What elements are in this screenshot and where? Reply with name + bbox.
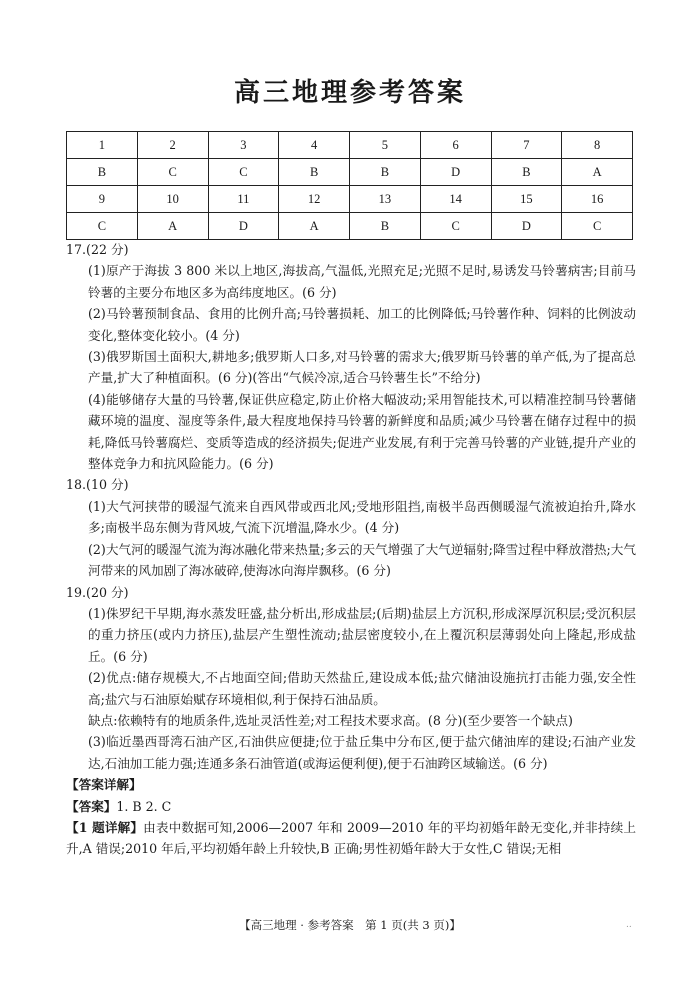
table-cell: 16: [562, 186, 633, 213]
table-cell: A: [137, 213, 208, 240]
q19-part3: (3)临近墨西哥湾石油产区,石油供应便捷;位于盐丘集中分布区,便于盐穴储油库的建设;石油产业发达,石油加工能力强;连通多条石油管道(或海运便利便),便于石油跨区域输送。(6 分): [88, 734, 636, 771]
answer-table: [66, 131, 633, 240]
q19-part2: (2)优点:储存规模大,不占地面空间;借助天然盐丘,建设成本低;盐穴储油设施抗打击能力强,安全性高;盐穴与石油原始赋存环境相似,利于保持石油品质。: [88, 670, 636, 707]
q1-detail-text: 由表中数据可知,2006—2007 年和 2009—2010 年的平均初婚年龄无变化,并非持续上升,A 错误;2010 年后,平均初婚年龄上升较快,B 正确;男性初婚年龄大于女性,C 错误;无相: [66, 819, 636, 857]
q17-heading: 17.(22 分): [66, 242, 129, 257]
q17-part1: (1)原产于海拔 3 800 米以上地区,海拔高,气温低,光照充足;光照不足时,易诱发马铃薯病害;目前马铃薯的主要分布地区多为高纬度地区。(6 分): [88, 263, 636, 300]
table-cell: D: [491, 213, 562, 240]
table-cell: 10: [137, 186, 208, 213]
table-cell: 6: [420, 132, 491, 159]
table-cell: C: [420, 213, 491, 240]
table-cell: C: [137, 159, 208, 186]
table-cell: C: [208, 159, 279, 186]
table-cell: C: [67, 213, 138, 240]
table-cell: 12: [279, 186, 350, 213]
table-cell: 3: [208, 132, 279, 159]
table-cell: 13: [350, 186, 421, 213]
table-cell: 1: [67, 132, 138, 159]
table-cell: 8: [562, 132, 633, 159]
detail-q1: [66, 817, 636, 860]
q18-part1: (1)大气河挟带的暖湿气流来自西风带或西北风;受地形阻挡,南极半岛西侧暖湿气流被迫抬升,降水多;南极半岛东侧为背风坡,气流下沉增温,降水少。(4 分): [88, 498, 636, 536]
table-cell: 2: [137, 132, 208, 159]
q18-heading: 18.(10 分): [66, 477, 129, 493]
table-cell: B: [279, 159, 350, 186]
table-cell: 11: [208, 186, 279, 213]
table-cell: D: [208, 213, 279, 240]
table-cell: 9: [67, 186, 138, 213]
table-cell: 15: [491, 186, 562, 213]
detail-header: 【答案详解】: [66, 777, 142, 793]
table-row: [67, 186, 633, 213]
answer-label: 【答案】: [66, 798, 117, 814]
table-cell: B: [350, 159, 421, 186]
table-cell: B: [67, 159, 138, 186]
footer-mark: ..: [626, 920, 632, 930]
table-cell: 14: [420, 186, 491, 213]
q18-part2: (2)大气河的暖湿气流为海冰融化带来热量;多云的天气增强了大气逆辐射;降雪过程中释放潜热;大气河带来的风加剧了海冰破碎,使海冰向海岸飘移。(6 分): [88, 541, 636, 579]
table-row: [67, 213, 633, 240]
detail-answer: [66, 796, 636, 817]
table-row: [67, 132, 633, 159]
table-cell: 7: [491, 132, 562, 159]
table-cell: B: [350, 213, 421, 240]
q19-part2-drawbacks: 缺点:依赖特有的地质条件,选址灵活性差;对工程技术要求高。(8 分)(至少要答一个缺点): [88, 712, 573, 728]
table-cell: 5: [350, 132, 421, 159]
table-row: [67, 159, 633, 186]
table-cell: D: [420, 159, 491, 186]
table-cell: 4: [279, 132, 350, 159]
page-footer: 【高三地理 · 参考答案 第 1 页(共 3 页)】: [239, 918, 461, 932]
answer-text: 1. B 2. C: [116, 798, 172, 814]
q17-part4: (4)能够储存大量的马铃薯,保证供应稳定,防止价格大幅波动;采用智能技术,可以精准控制马铃薯储藏环境的温度、湿度等条件,最大程度地保持马铃薯的新鲜度和品质;减少马铃薯在储存过程中的损耗,降低马铃薯腐烂、变质等造成的经济损失;促进产业发展,有利于完善马铃薯的产业链,提升产业的整体竞争力和抗风险能力。(6 分): [88, 391, 636, 472]
q19-part1: (1)侏罗纪干早期,海水蒸发旺盛,盐分析出,形成盐层;(后期)盐层上方沉积,形成深厚沉积层;受沉积层的重力挤压(或内力挤压),盐层产生塑性流动;盐层密度较小,在上覆沉积层薄弱处向上隆起,形成盐丘。(6 分): [88, 605, 636, 664]
table-cell: A: [562, 159, 633, 186]
q17-part2: (2)马铃薯预制食品、食用的比例升高;马铃薯损耗、加工的比例降低;马铃薯作种、饲料的比例波动变化,整体变化较小。(4 分): [88, 306, 636, 343]
table-cell: B: [491, 159, 562, 186]
q17-part3: (3)俄罗斯国土面积大,耕地多;俄罗斯人口多,对马铃薯的需求大;俄罗斯马铃薯的单产低,为了提高总产量,扩大了种植面积。(6 分)(答出“气候冷凉,适合马铃薯生长”不给分): [88, 349, 636, 386]
table-cell: A: [279, 213, 350, 240]
page-title: 高三地理参考答案: [233, 78, 466, 108]
answer-body-text: [66, 239, 636, 860]
q1-detail-label: 【1 题详解】: [66, 819, 144, 835]
table-cell: C: [562, 213, 633, 240]
q19-heading: 19.(20 分): [66, 584, 129, 600]
